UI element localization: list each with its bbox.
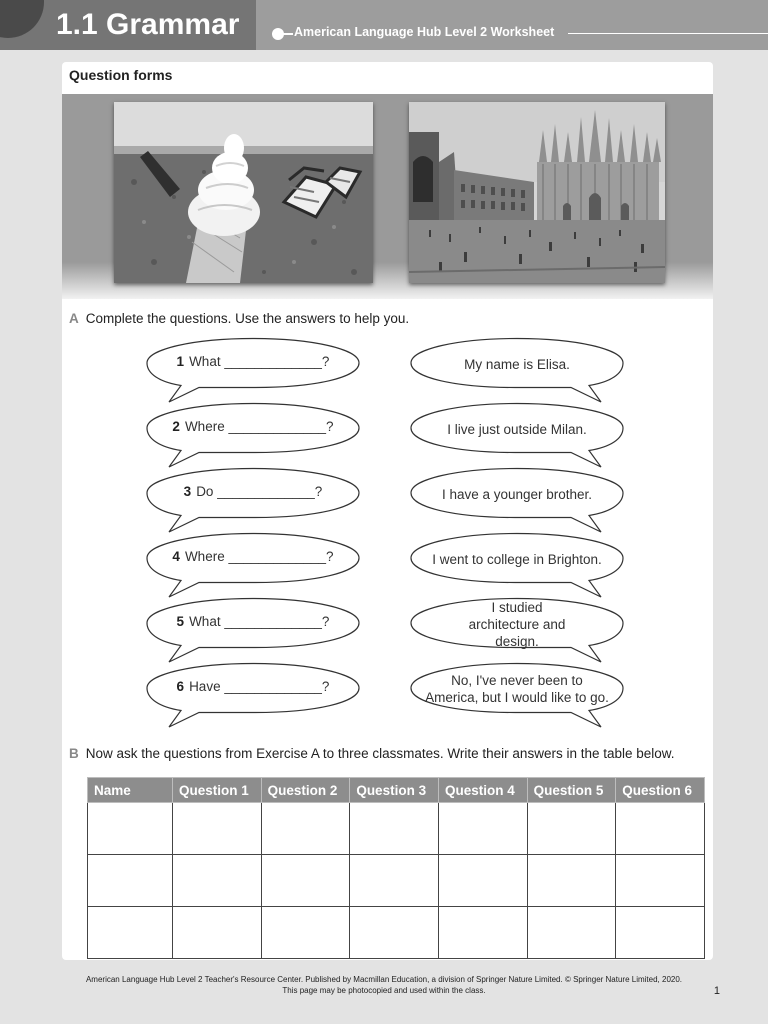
header-rule [568, 33, 768, 34]
answer-text: No, I've never been to America, but I would like to go. [425, 673, 609, 705]
exercise-b-text: Now ask the questions from Exercise A to three classmates. Write their answers in the table below. [85, 746, 675, 761]
table-cell[interactable] [88, 803, 173, 855]
question-text: What _____________? [189, 354, 330, 369]
table-cell[interactable] [88, 907, 173, 959]
table-cell[interactable] [350, 907, 439, 959]
answers-table [87, 777, 705, 959]
exercise-a-letter: A [69, 311, 79, 326]
table-cell[interactable] [350, 803, 439, 855]
answer-bubble [409, 402, 625, 468]
speech-bubble-shape [145, 337, 361, 403]
column-header-name: Name [88, 778, 173, 803]
exercise-b-instruction [69, 746, 675, 761]
question-number: 5 [176, 614, 185, 629]
speech-bubble-shape [145, 532, 361, 598]
exercise-b-letter: B [69, 746, 79, 761]
table-cell[interactable] [527, 803, 616, 855]
column-header-question-6: Question 6 [616, 778, 705, 803]
table-cell[interactable] [438, 907, 527, 959]
table-cell[interactable] [616, 907, 705, 959]
table-cell[interactable] [438, 855, 527, 907]
column-header-question-3: Question 3 [350, 778, 439, 803]
table-cell[interactable] [261, 855, 350, 907]
question-text: Where _____________? [184, 419, 334, 434]
question-bubble [145, 532, 361, 598]
table-row [88, 907, 705, 959]
table-cell[interactable] [616, 855, 705, 907]
question-number: 2 [172, 419, 180, 434]
speech-bubble-shape [145, 662, 361, 728]
answer-text: My name is Elisa. [464, 356, 570, 372]
question-bubble [145, 597, 361, 663]
table-cell[interactable] [173, 855, 262, 907]
question-bubble [145, 662, 361, 728]
exercise-a-text: Complete the questions. Use the answers to help you. [85, 311, 410, 326]
table-cell[interactable] [616, 803, 705, 855]
table-row [88, 855, 705, 907]
page-footer [0, 974, 768, 996]
table-cell[interactable] [173, 907, 262, 959]
question-text: Where _____________? [184, 549, 334, 564]
worksheet-card [62, 62, 713, 960]
table-cell[interactable] [527, 855, 616, 907]
question-number: 4 [172, 549, 180, 564]
answer-text: I studied architecture and design. [468, 599, 566, 649]
answer-bubble [409, 597, 625, 663]
header-bar [0, 0, 768, 50]
header-dash [283, 33, 293, 35]
table-cell[interactable] [261, 803, 350, 855]
table-cell[interactable] [173, 803, 262, 855]
question-text: What _____________? [189, 614, 330, 629]
answer-text: I went to college in Brighton. [432, 551, 602, 567]
exercise-a-instruction [69, 311, 409, 326]
column-header-question-5: Question 5 [527, 778, 616, 803]
worksheet-title: 1.1 Grammar [56, 8, 240, 41]
column-header-question-1: Question 1 [173, 778, 262, 803]
question-number: 6 [176, 679, 185, 694]
speech-bubble-shape [145, 597, 361, 663]
question-text: Do _____________? [196, 484, 323, 499]
question-number: 3 [183, 484, 192, 499]
question-bubble [145, 467, 361, 533]
answer-bubble [409, 532, 625, 598]
table-cell[interactable] [527, 907, 616, 959]
table-cell[interactable] [261, 907, 350, 959]
page-number: 1 [713, 985, 720, 997]
footer-copyright: American Language Hub Level 2 Teacher's Resource Center. Published by Macmillan Education, a division of Springer Nature Limited. © Springer Nature Limited, 2020. [85, 975, 683, 984]
beach-ice-cream-photo [114, 102, 373, 283]
worksheet-subtitle: American Language Hub Level 2 Worksheet [294, 25, 555, 39]
table-cell[interactable] [350, 855, 439, 907]
table-cell[interactable] [88, 855, 173, 907]
table-header-row [88, 778, 705, 803]
answer-bubble [409, 337, 625, 403]
question-bubble [145, 402, 361, 468]
column-header-question-4: Question 4 [438, 778, 527, 803]
answer-bubble [409, 662, 625, 728]
answer-text: I have a younger brother. [441, 486, 593, 502]
speech-bubble-shape [145, 467, 361, 533]
table-row [88, 803, 705, 855]
answer-bubble [409, 467, 625, 533]
section-title: Question forms [69, 67, 173, 83]
milan-cathedral-photo [409, 102, 665, 283]
table-cell[interactable] [438, 803, 527, 855]
column-header-question-2: Question 2 [261, 778, 350, 803]
question-bubble [145, 337, 361, 403]
answer-text: I live just outside Milan. [447, 421, 587, 437]
question-text: Have _____________? [189, 679, 330, 694]
speech-bubble-shape [145, 402, 361, 468]
question-number: 1 [176, 354, 185, 369]
footer-photocopy-note: This page may be photocopied and used within the class. [282, 986, 486, 995]
